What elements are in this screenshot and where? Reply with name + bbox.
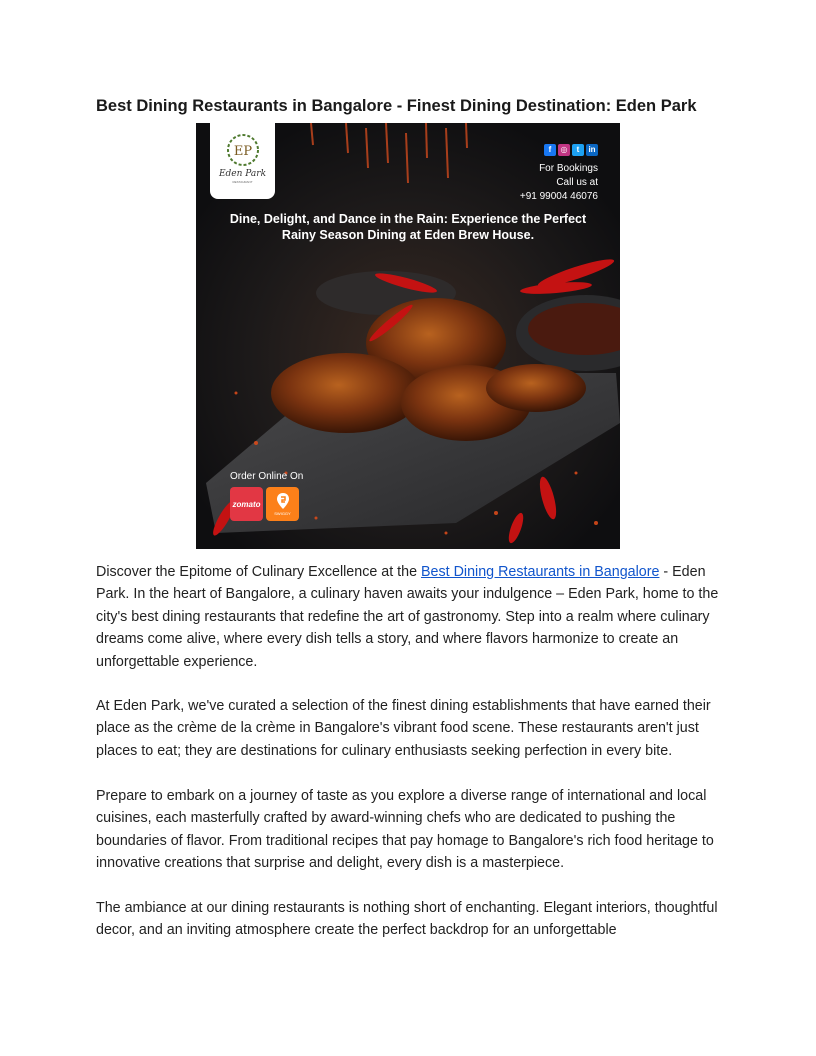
logo-monogram: EP (233, 144, 252, 159)
linkedin-icon: in (586, 144, 598, 156)
paragraph-2: At Eden Park, we've curated a selection of the finest dining establishments that have earned their place as the crème de la crème in Bangalore's vibrant food scene. These restaurants aren't just places to eat; they are destinations for culinary enthusiasts seeking perfection in every bite. (96, 698, 711, 759)
promo-poster-image (196, 123, 620, 549)
swiggy-logo (266, 487, 299, 521)
twitter-icon: t (572, 144, 584, 156)
paragraph-1 (96, 561, 726, 673)
booking-line2: Call us at (556, 177, 598, 188)
p1-text-before: Discover the Epitome of Culinary Excellence at the (96, 564, 422, 580)
logo-subtext: RESTAURANT (232, 180, 253, 184)
booking-phone: +91 99004 46076 (519, 191, 598, 202)
eden-park-logo (210, 123, 275, 199)
facebook-icon: f (544, 144, 556, 156)
instagram-icon: ◎ (558, 144, 570, 156)
order-online-label: Order Online On (230, 471, 304, 482)
best-dining-link[interactable]: Best Dining Restaurants in Bangalore (421, 564, 660, 580)
booking-info (520, 162, 598, 204)
zomato-label: zomato (232, 499, 261, 509)
paragraph-4: The ambiance at our dining restaurants is nothing short of enchanting. Elegant interiors, thoughtful decor, and an inviting atmosphere create the perfect backdrop for an unforgettable (96, 900, 718, 939)
laurel-wreath-icon (224, 131, 262, 169)
page-title: Best Dining Restaurants in Bangalore - Finest Dining Destination: Eden Park (96, 97, 697, 115)
swiggy-pin-icon (276, 492, 290, 510)
booking-line1: For Bookings (539, 163, 598, 174)
poster-headline: Dine, Delight, and Dance in the Rain: Experience the Perfect Rainy Season Dining at Eden Brew House. (229, 212, 587, 242)
zomato-logo (230, 487, 263, 521)
logo-name: Eden Park (218, 169, 267, 179)
social-icons (544, 144, 598, 156)
p1-text-after: - Eden Park. In the heart of Bangalore, a culinary haven awaits your indulgence – Eden Park, home to the city's best dining restaurants that redefine the art of gastronomy. Step into a realm where culinary dreams come alive, where every dish tells a story, and where flavors harmonize to create an unforgettable experience. (96, 564, 719, 670)
swiggy-label: SWIGGY (274, 511, 291, 516)
paragraph-3: Prepare to embark on a journey of taste as you explore a diverse range of international and local cuisines, each masterfully crafted by award-winning chefs who are dedicated to pushing the boundaries of flavor. From traditional recipes that pay homage to Bangalore's rich food heritage to innovative creations that surprise and delight, every dish is a masterpiece. (96, 788, 714, 872)
